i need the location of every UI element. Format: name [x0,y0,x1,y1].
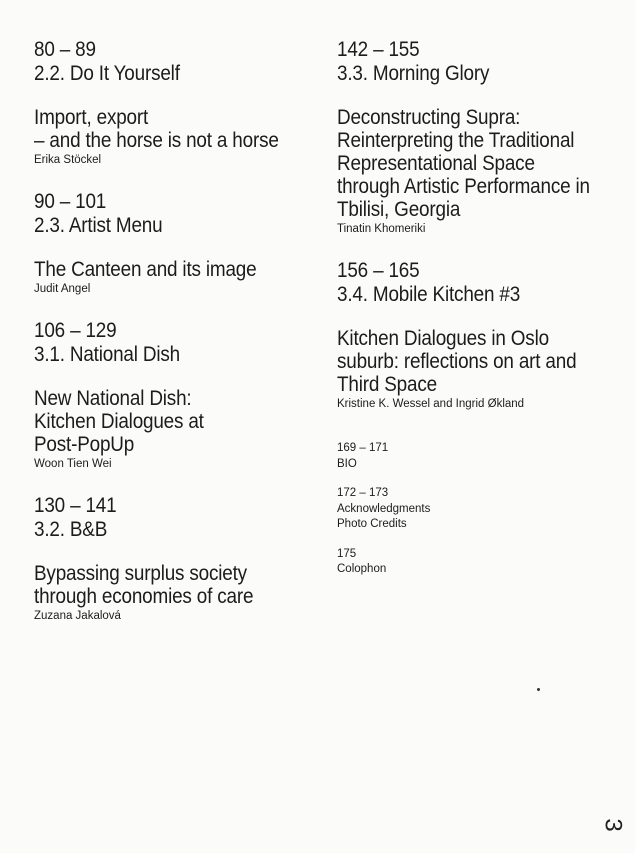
article-entry [34,258,324,296]
article-title-line: Kitchen Dialogues in Oslo [337,327,549,350]
section-entry [34,319,295,367]
article-author: Erika Stöckel [34,154,102,166]
article-author: Tinatin Khomeriki [337,223,426,235]
article-entry [34,562,324,623]
article-entry [34,387,324,471]
article-title-line: Bypassing surplus society [34,562,247,585]
back-matter-entry [337,547,622,578]
article-title-line: New National Dish: [34,387,192,410]
back-matter-pages: 169 – 171 [337,442,389,454]
article-title-line: suburb: reflections on art and [337,350,577,373]
section-pages: 142 – 155 [337,38,420,61]
article-title-line: – and the horse is not a horse [34,129,279,152]
section-heading: 2.2. Do It Yourself [34,62,180,85]
article-title [337,106,594,221]
article-title-line: Reinterpreting the Traditional [337,129,575,152]
back-matter-label: Acknowledgments [337,502,431,515]
section-pages: 106 – 129 [34,319,117,342]
article-title-line: Import, export [34,106,149,129]
section-entry [34,38,295,86]
article-title [34,562,295,608]
section-pages: 130 – 141 [34,494,117,517]
back-matter-label: Photo Credits [337,518,407,530]
article-author: Judit Angel [34,283,91,295]
article-title-line: through Artistic Performance in [337,175,590,198]
article-title-line: The Canteen and its image [34,258,257,281]
back-matter-label: Colophon [337,563,387,575]
article-author: Kristine K. Wessel and Ingrid Økland [337,398,525,410]
section-heading: 2.3. Artist Menu [34,214,163,237]
section-heading: 3.3. Morning Glory [337,62,490,85]
article-title [34,106,295,152]
back-matter-pages: 175 [337,547,357,560]
article-title-line: Post-PopUp [34,433,135,456]
section-pages: 80 – 89 [34,38,96,61]
page-number: 3 [599,818,627,832]
back-matter-entry [337,441,622,472]
article-title-line: Third Space [337,373,437,396]
article-title-line: Tbilisi, Georgia [337,198,461,221]
paper-speck [537,688,540,691]
section-pages: 90 – 101 [34,190,107,213]
article-title-line: Deconstructing Supra: [337,106,521,129]
back-matter-label: BIO [337,457,357,470]
toc-left-column [34,38,324,623]
article-author: Woon Tien Wei [34,458,112,470]
article-entry [337,327,622,411]
section-heading: 3.2. B&B [34,518,108,541]
article-title [337,327,594,396]
section-heading: 3.1. National Dish [34,343,180,366]
article-entry [34,106,324,167]
article-title [34,258,295,281]
article-title-line: Representational Space [337,152,535,175]
toc-right-column [337,38,622,578]
section-pages: 156 – 165 [337,259,420,282]
article-title [34,387,295,456]
back-matter-pages: 172 – 173 [337,487,389,499]
article-author: Zuzana Jakalová [34,610,121,622]
section-entry [337,259,594,307]
article-title-line: Kitchen Dialogues at [34,410,204,433]
section-entry [34,190,295,238]
section-entry [34,494,295,542]
section-heading: 3.4. Mobile Kitchen #3 [337,283,521,306]
article-title-line: through economies of care [34,585,254,608]
section-entry [337,38,594,86]
back-matter-entry [337,486,622,533]
article-entry [337,106,622,236]
